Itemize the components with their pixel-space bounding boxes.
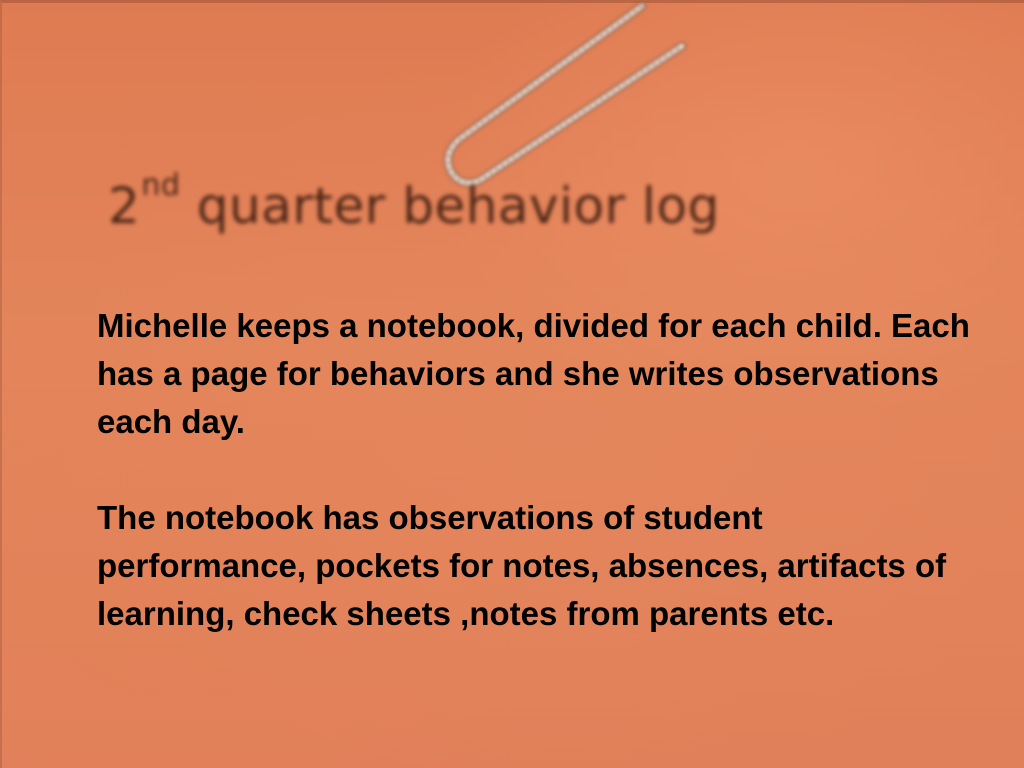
paragraph-notebook-contents: The notebook has observations of student performance, pockets for notes, absences, artifacts of learning, check sheets ,notes from parents etc. <box>97 499 947 632</box>
slide-body <box>97 302 977 638</box>
photo-title-ordinal: nd <box>141 168 181 203</box>
photo-title-number: 2 <box>108 177 141 235</box>
photo-title-rest: quarter behavior log <box>180 177 720 235</box>
paragraph-notebook-description: Michelle keeps a notebook, divided for each child. Each has a page for behaviors and she writes observations each day. <box>97 307 970 440</box>
photo-title <box>108 168 720 235</box>
